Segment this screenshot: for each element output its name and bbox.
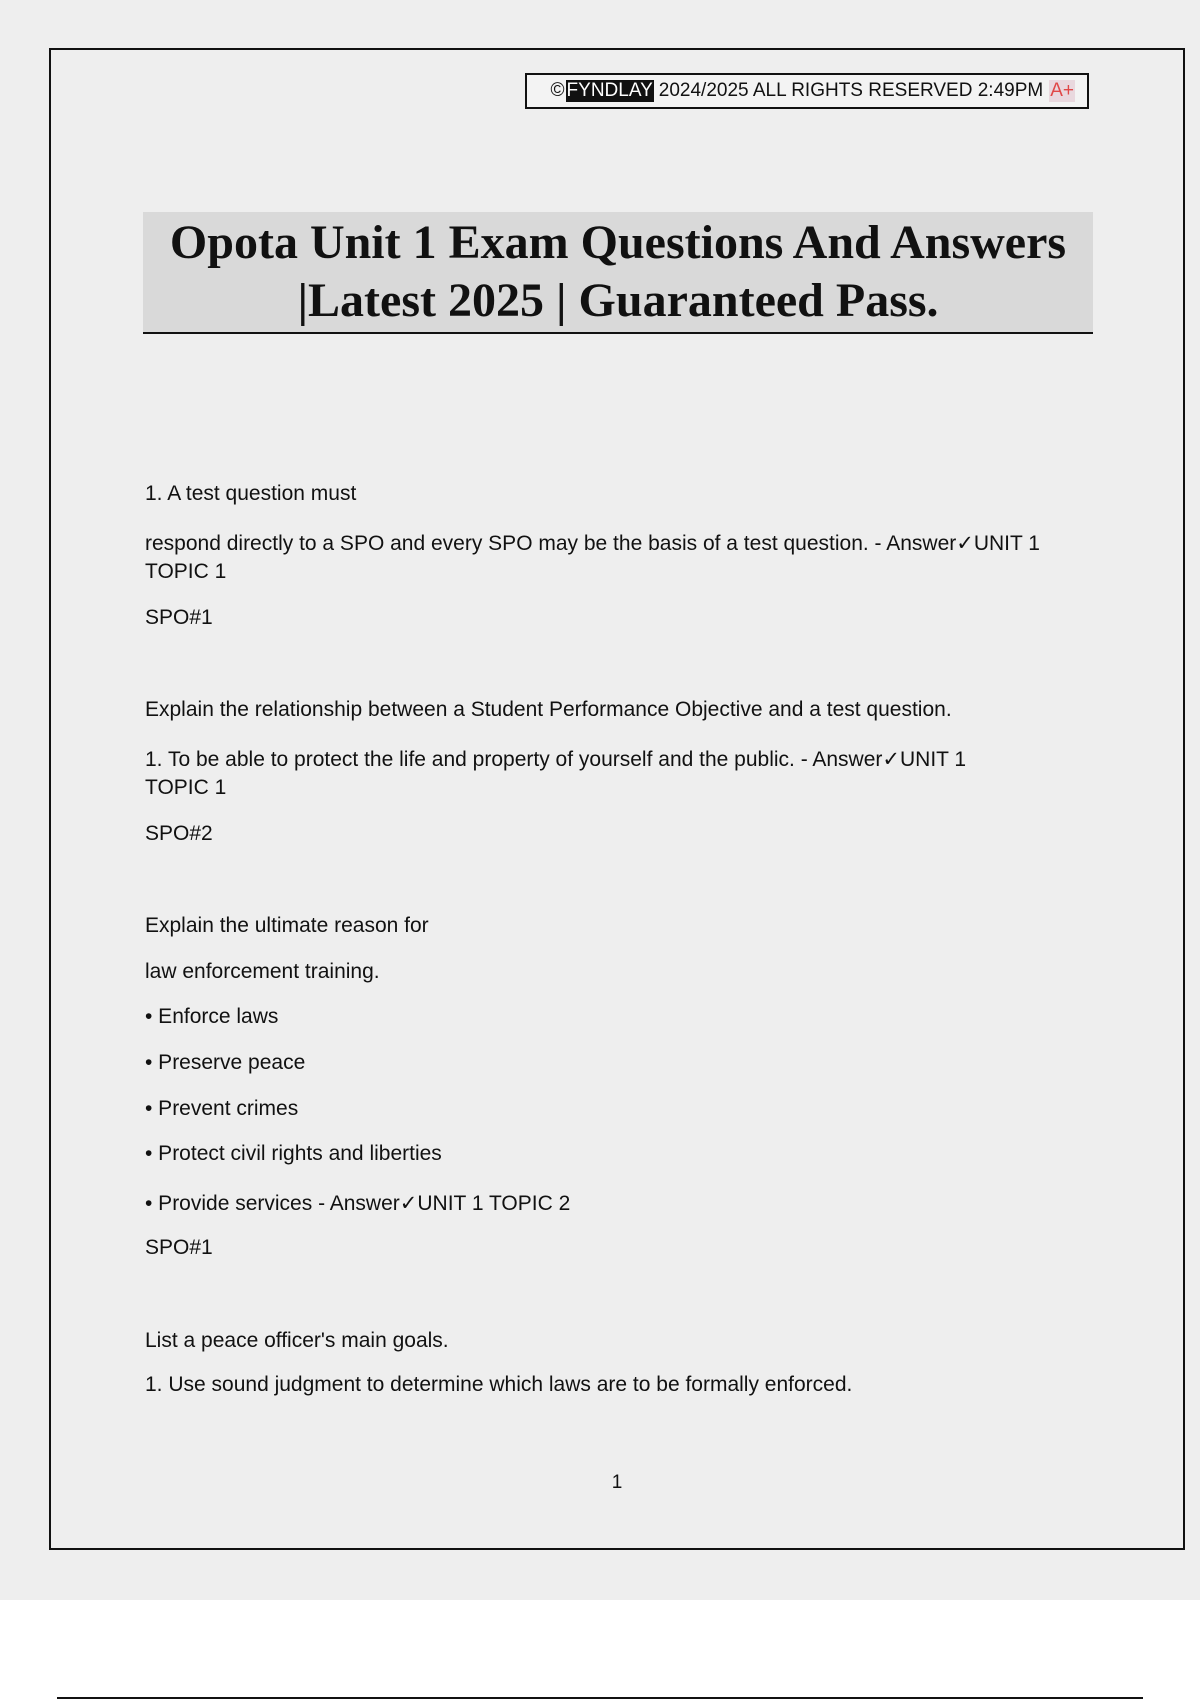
question-3-heading-line-2: law enforcement training.	[145, 960, 380, 983]
question-3-spo: SPO#1	[145, 1236, 213, 1259]
bullet-item: • Preserve peace	[145, 1051, 306, 1074]
document-title	[143, 212, 1093, 334]
question-1-answer-line-2: TOPIC 1	[145, 560, 227, 583]
question-2-answer-line-1: 1. To be able to protect the life and property of yourself and the public. - Answer✓UNIT 1	[145, 748, 967, 771]
grade-badge: A+	[1050, 80, 1074, 101]
page-number: 1	[611, 1472, 623, 1493]
brand-name: FYNDLAY	[566, 80, 653, 101]
question-2-spo: SPO#2	[145, 822, 213, 845]
bullet-item: • Provide services - Answer✓UNIT 1 TOPIC 2	[145, 1192, 571, 1215]
next-page-divider	[57, 1697, 1143, 1699]
title-line-2: |Latest 2025 | Guaranteed Pass.	[297, 274, 939, 327]
question-2-heading: Explain the relationship between a Student Performance Objective and a test question.	[145, 698, 952, 721]
copyright-header	[525, 73, 1089, 109]
question-1-spo: SPO#1	[145, 606, 213, 629]
question-1-answer-line-1: respond directly to a SPO and every SPO may be the basis of a test question. - Answer✓UNIT 1	[145, 532, 1040, 555]
question-1-heading: 1. A test question must	[145, 482, 357, 505]
bullet-item: • Protect civil rights and liberties	[145, 1142, 442, 1165]
question-4-heading: List a peace officer's main goals.	[145, 1329, 449, 1352]
bullet-item: • Prevent crimes	[145, 1097, 299, 1120]
title-line-1: Opota Unit 1 Exam Questions And Answers	[169, 216, 1067, 269]
question-2-answer-line-2: TOPIC 1	[145, 776, 227, 799]
bullet-item: • Enforce laws	[145, 1005, 279, 1028]
question-4-answer-line-1: 1. Use sound judgment to determine which laws are to be formally enforced.	[145, 1373, 853, 1396]
copyright-symbol: ©	[550, 80, 565, 101]
rights-text: 2024/2025 ALL RIGHTS RESERVED 2:49PM	[658, 80, 1044, 101]
question-3-heading-line-1: Explain the ultimate reason for	[145, 914, 429, 937]
